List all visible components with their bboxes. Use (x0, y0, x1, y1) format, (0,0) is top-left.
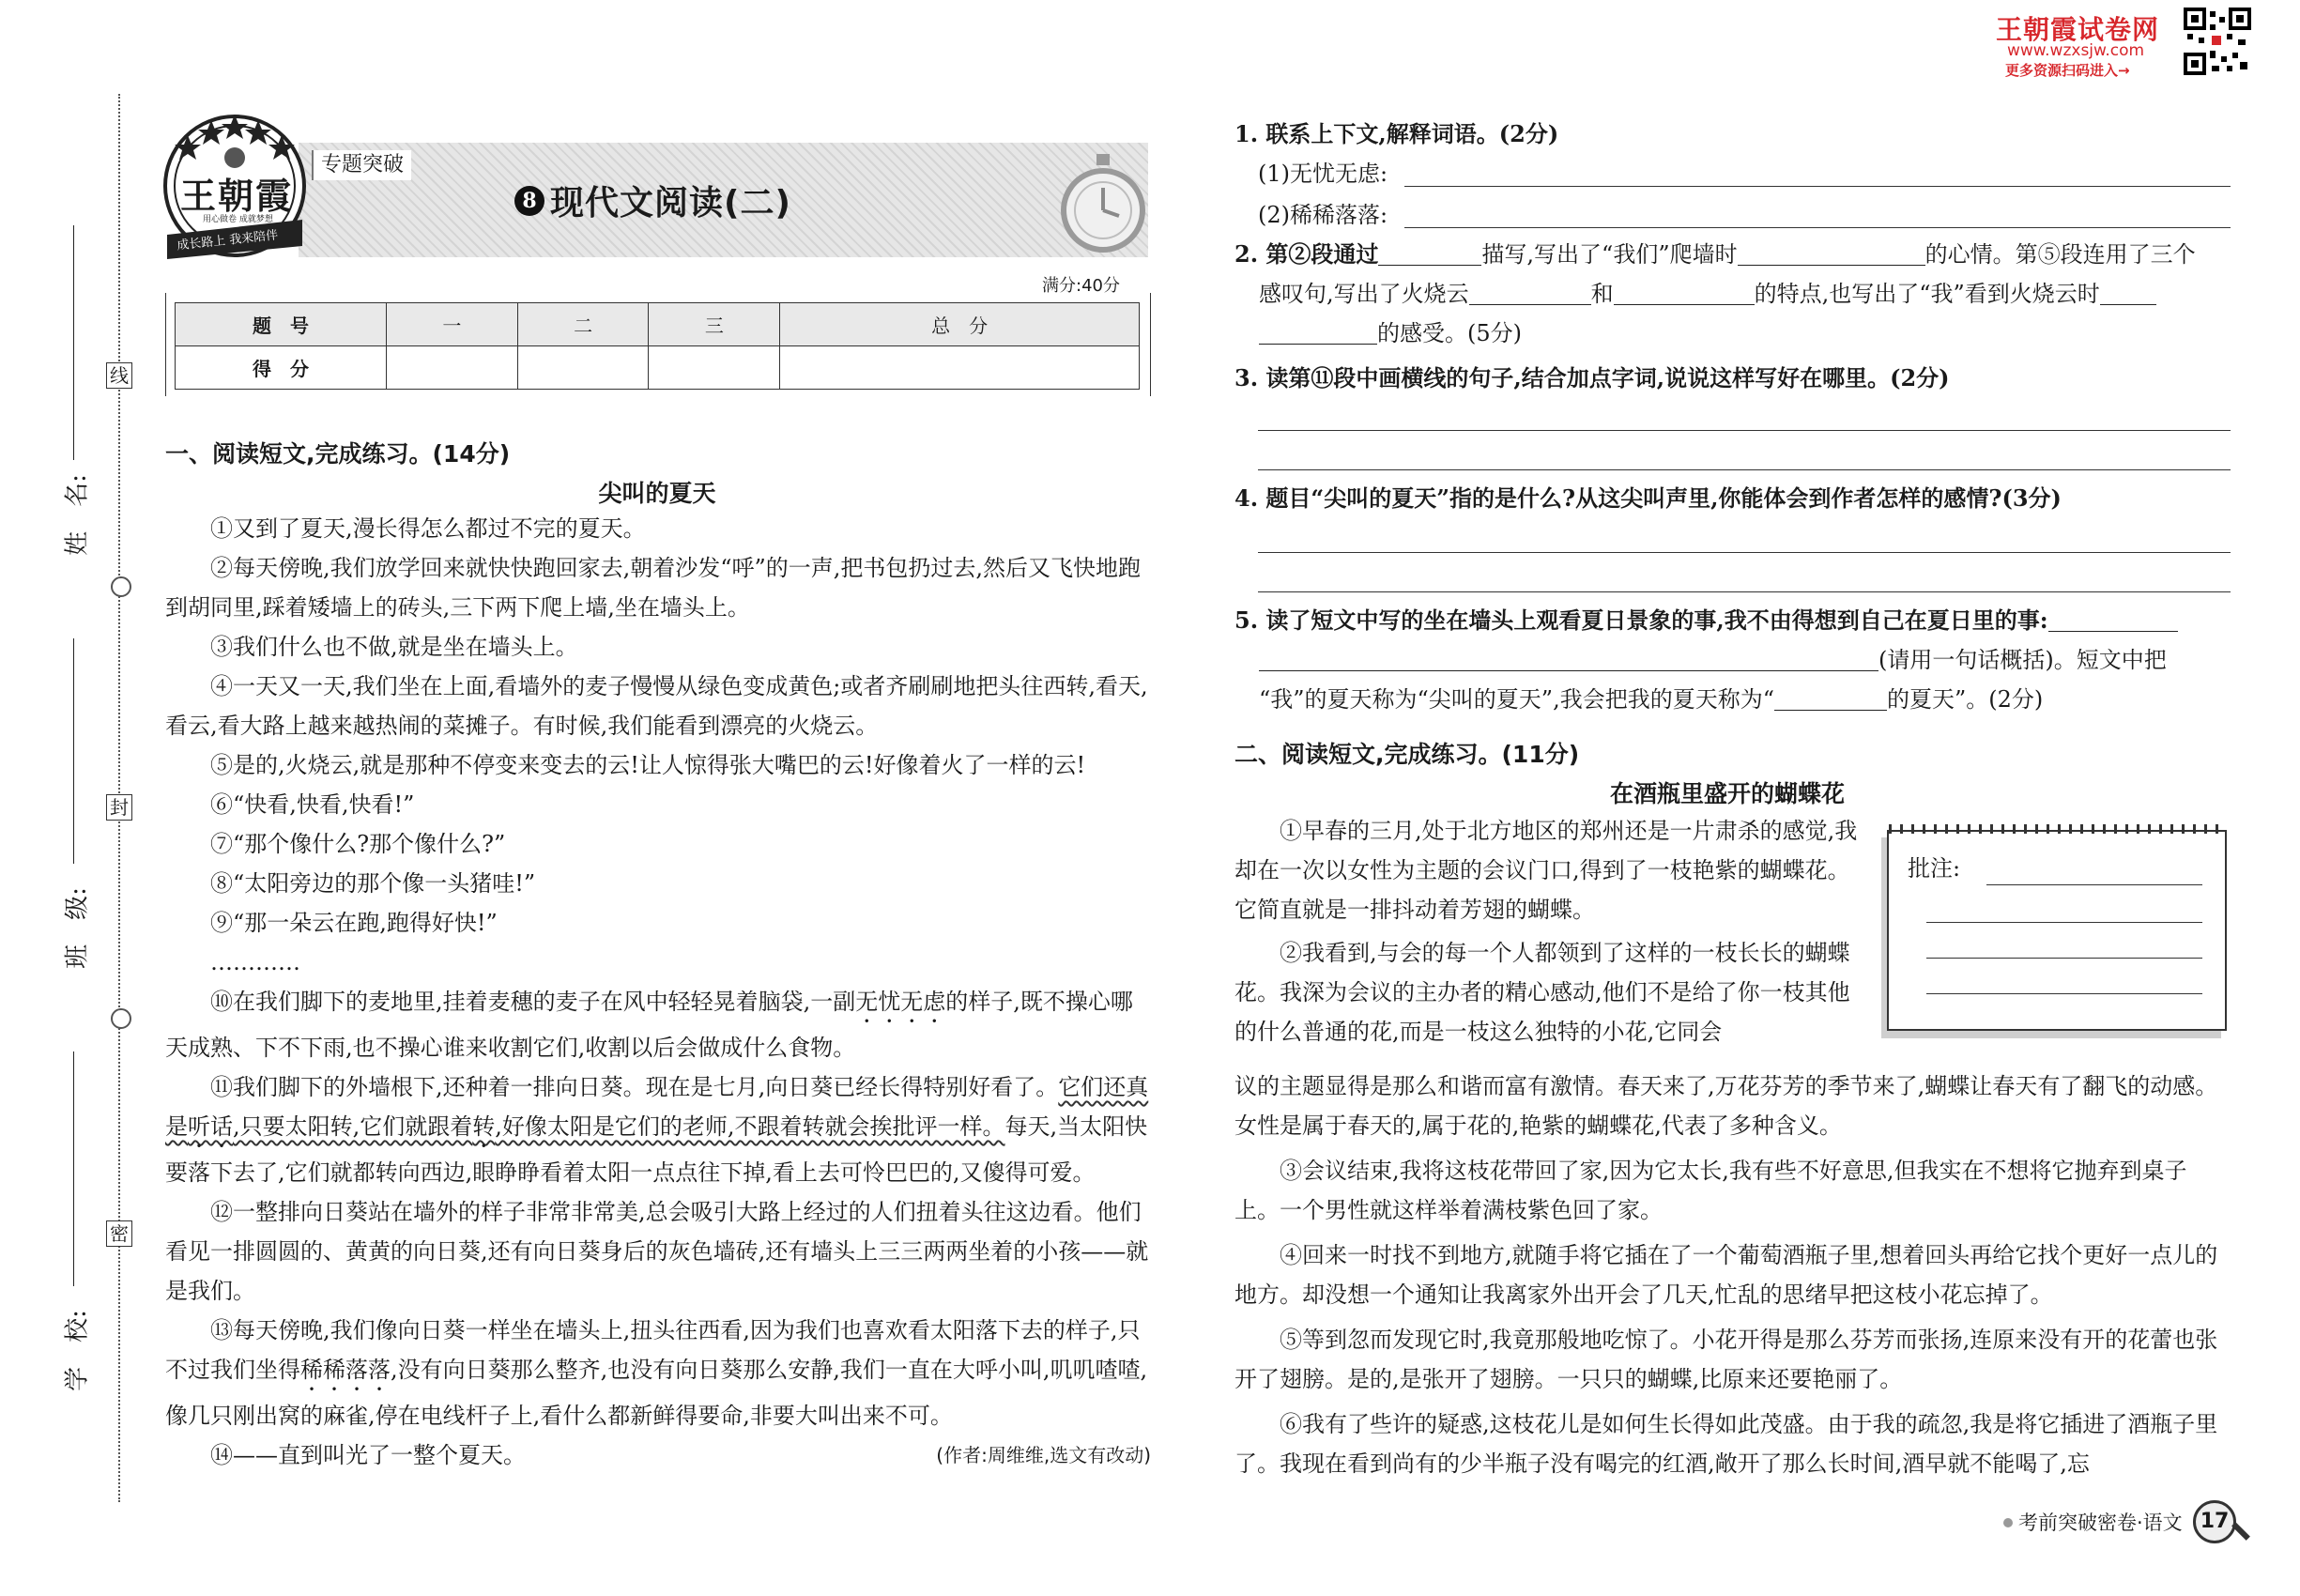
answer-line-3-2[interactable] (1258, 469, 2231, 470)
article-1-paragraph: ③我们什么也不做,就是坐在墙头上。 (210, 634, 578, 660)
class-label: 班 级: (63, 887, 92, 969)
watermark-brand: 王朝霞试卷网 (1996, 14, 2160, 45)
blank-2-3[interactable] (1469, 276, 1591, 305)
question-1 (1234, 115, 2230, 154)
score-header-3: 三 (649, 303, 780, 346)
annotation-line[interactable] (1926, 993, 2202, 994)
logo-small-text: 用心做卷 成就梦想 (203, 215, 273, 224)
article-1-paragraph: ⑬每天傍晚,我们像向日葵一样坐在墙头上,扭头往西看,因为我们也喜欢看太阳落下去的样子,只不过我们坐得稀稀落落,没有向日葵那么整齐,也没有向日葵那么安静,我们一直在大呼小叫,叽叽喳喳,像几只刚出窝的麻雀,停在电线杆子上,看什么都新鲜得要命,非要大叫出来不可。 (165, 1317, 1148, 1429)
annotation-line[interactable] (1926, 922, 2202, 923)
article-1-paragraph: ⑩在我们脚下的麦地里,挂着麦穗的麦子在风中轻轻晃着脑袋,一副无忧无虑的样子,既不操心哪天成熟、下不下雨,也不操心谁来收割它们,收割以后会做成什么食物。 (165, 989, 1133, 1061)
article-2-bottom-body (1234, 1067, 2231, 1483)
score-header-total: 总 分 (780, 303, 1140, 346)
wavy-underlined-sentence: 它们还真是听话,只要太阳转,它们就跟着转,好像太阳是它们的老师,不跟着转就会挨批评一样。 (165, 1074, 1149, 1140)
answer-line-1-1[interactable] (1404, 186, 2231, 187)
score-cell-2[interactable] (517, 346, 649, 390)
score-row-label: 得 分 (176, 346, 387, 390)
logo (160, 105, 310, 265)
article-2-paragraph: ②我看到,与会的每一个人都领到了这样的一枝长长的蝴蝶花。我深为会议的主办者的精心感动,他们不是给了你一枝其他的什么普通的花,而是一枝这么独特的小花,它同会 (1234, 940, 1850, 1045)
question-5: 5. 读了短文中写的坐在墙头上观看夏日景象的事,我不由得想到自己在夏日里的事: (请用一句话概括)。短文中把 “我”的夏天称为“尖叫的夏天”,我会把我的夏天称为“ 的夏天”。(2分) (1234, 601, 2234, 719)
school-label: 学 校: (63, 1310, 92, 1391)
answer-line-4-1[interactable] (1258, 552, 2231, 553)
header-tag: 专题突破 (312, 150, 411, 180)
answer-line-4-2[interactable] (1258, 591, 2231, 592)
article-2-paragraph: ④回来一时找不到地方,就随手将它插在了一个葡萄酒瓶子里,想着回头再给它找个更好一点儿的地方。却没想一个通知让我离家外出开会了几天,忙乱的思绪早把这枝小花忘掉了。 (1234, 1242, 2218, 1308)
article-1-source: (作者:周维维,选文有改动) (936, 1444, 1151, 1466)
question-4-text: 4. 题目“尖叫的夏天”指的是什么?从这尖叫声里,你能体会到作者怎样的感情?(3分) (1234, 484, 2062, 512)
name-label: 姓 名: (63, 474, 92, 556)
article-1-title: 尖叫的夏天 (598, 480, 716, 507)
article-1-paragraph: ①又到了夏天,漫长得怎么都过不完的夏天。 (210, 515, 646, 542)
question-1-1-label: (1)无忧无虑: (1258, 161, 1388, 187)
blank-5-1[interactable] (2048, 603, 2178, 632)
annotation-box[interactable] (1887, 830, 2227, 1031)
article-2-title: 在酒瓶里盛开的蝴蝶花 (1609, 780, 1845, 807)
score-table (175, 302, 1140, 390)
question-3-text: 3. 读第⑪段中画横线的句子,结合加点字词,说说这样写好在哪里。(2分) (1234, 364, 1950, 391)
article-1-paragraph: ⑧“太阳旁边的那个像一头猪哇!” (210, 870, 536, 897)
article-1-paragraph: ⑫一整排向日葵站在墙外的样子非常非常美,总会吸引大路上经过的人们扭着头往这边看。他们看见一排圆圆的、黄黄的向日葵,还有向日葵身后的灰色墙砖,还有墙头上三三两两坐着的小孩——就是我们。 (165, 1199, 1149, 1304)
watermark-url: www.wzxsjw.com (2007, 41, 2145, 60)
qr-code-icon[interactable] (2184, 8, 2251, 75)
score-cell-total[interactable] (780, 346, 1140, 390)
page-number: 17 (2200, 1510, 2230, 1533)
blank-2-4[interactable] (1614, 276, 1755, 305)
watermark-hint: 更多资源扫码进入→ (2005, 62, 2130, 79)
answer-line-3-1[interactable] (1258, 430, 2231, 431)
article-1-paragraph: ⑪我们脚下的外墙根下,还种着一排向日葵。现在是七月,向日葵已经长得特别好看了。它们还真是听话,只要太阳转,它们就跟着转,好像太阳是它们的老师,不跟着转就会挨批评一样。每天,当太阳快要落下去了,它们就都转向西边,眼睁睁看着太阳一点点往下掉,看上去可怜巴巴的,又傻得可爱。 (165, 1074, 1149, 1186)
article-2-paragraph: ⑤等到忽而发现它时,我竟那般地吃惊了。小花开得是那么芬芳而张扬,连原来没有开的花蕾也张开了翅膀。是的,是张开了翅膀。一只只的蝴蝶,比原来还要艳丽了。 (1234, 1327, 2218, 1392)
binding-hole-icon (111, 576, 131, 597)
score-header-1: 一 (387, 303, 518, 346)
cut-mark-seal: 封 (106, 794, 132, 821)
article-1-ellipsis: ………… (210, 949, 300, 975)
logo-name: 王朝霞 (180, 175, 294, 217)
score-header-2: 二 (517, 303, 649, 346)
cut-mark-line: 线 (106, 362, 132, 389)
article-2-paragraph: ⑥我有了些许的疑惑,这枝花儿是如何生长得如此茂盛。由于我的疏忽,我是将它插进了酒瓶子里了。我现在看到尚有的少半瓶子没有喝完的红酒,敞开了那么长时间,酒早就不能喝了,忘 (1234, 1411, 2218, 1477)
article-1-paragraph: ⑨“那一朵云在跑,跑得好快!” (210, 910, 498, 936)
blank-2-2[interactable] (1738, 237, 1925, 266)
logo-ribbon: 成长路上 我来陪伴 (176, 228, 279, 253)
annotation-label: 批注: (1908, 855, 1961, 882)
article-1-paragraph: ⑭——直到叫光了一整个夏天。 (作者:周维维,选文有改动) (165, 1435, 1151, 1475)
article-1-paragraph: ⑦“那个像什么?那个像什么?” (210, 831, 506, 857)
score-cell-1[interactable] (387, 346, 518, 390)
blank-2-6[interactable] (1259, 315, 1377, 345)
page-corner-decoration (2231, 1522, 2250, 1541)
page-number-badge (2193, 1500, 2236, 1543)
score-header-question: 题 号 (176, 303, 387, 346)
footer-dot-icon (2003, 1518, 2013, 1527)
binding-hole-icon (111, 1008, 131, 1029)
article-1-paragraph: ②每天傍晚,我们放学回来就快快跑回家去,朝着沙发“呼”的一声,把书包扔过去,然后又飞快地跑到胡同里,踩着矮墙上的砖头,三下两下爬上墙,坐在墙头上。 (165, 555, 1142, 621)
annotation-line[interactable] (1986, 884, 2202, 885)
full-score: 满分:40分 (1042, 276, 1120, 296)
section-2-title: 二、阅读短文,完成练习。(11分) (1234, 741, 1580, 768)
question-2: 2. 第②段通过 描写,写出了“我们”爬墙时 的心情。第⑤段连用了三个 感叹句,写出了火烧云 和 的特点,也写出了“我”看到火烧云时 的感受。(5分) (1234, 235, 2234, 353)
blank-5-3[interactable] (1774, 682, 1887, 711)
cut-mark-secret: 密 (106, 1220, 132, 1247)
name-field[interactable] (56, 225, 94, 563)
dotted-word: 无忧无虑 (855, 989, 946, 1015)
article-1-body (165, 509, 1151, 1475)
annotation-spiral (1889, 824, 2225, 834)
article-2-paragraph: ①早春的三月,处于北方地区的郑州还是一片肃杀的感觉,我却在一次以女性为主题的会议门口,得到了一枝艳紫的蝴蝶花。它简直就是一排抖动着芳翅的蝴蝶。 (1234, 818, 1858, 923)
page-title: 现代文阅读(二) (550, 184, 791, 223)
article-2-paragraph: 议的主题显得是那么和谐而富有激情。春天来了,万花芬芳的季节来了,蝴蝶让春天有了翻飞的动感。女性是属于春天的,属于花的,艳紫的蝴蝶花,代表了多种含义。 (1234, 1073, 2218, 1139)
school-field[interactable] (56, 1051, 94, 1408)
article-2-paragraph: ③会议结束,我将这枝花带回了家,因为它太长,我有些不好意思,但我实在不想将它抛弃到桌子上。一个男性就这样举着满枝紫色回了家。 (1234, 1158, 2187, 1223)
stopwatch-icon (1051, 150, 1155, 258)
question-1-2-label: (2)稀稀落落: (1258, 202, 1388, 228)
header-number-badge (514, 186, 544, 216)
class-field[interactable] (56, 638, 94, 976)
blank-2-5[interactable] (2100, 276, 2156, 305)
answer-line-1-2[interactable] (1404, 227, 2231, 228)
dotted-word: 稀稀落落 (300, 1357, 391, 1383)
footer-text: 考前突破密卷·语文 (2018, 1512, 2183, 1534)
annotation-line[interactable] (1926, 958, 2202, 959)
question-1-text: 1. 联系上下文,解释词语。(2分) (1234, 120, 1559, 147)
section-1-title: 一、阅读短文,完成练习。(14分) (165, 440, 511, 468)
score-cell-3[interactable] (649, 346, 780, 390)
blank-5-2[interactable] (1259, 642, 1878, 671)
article-2-top-body (1234, 811, 1863, 1051)
blank-2-1[interactable] (1378, 237, 1481, 266)
article-1-paragraph: ⑤是的,火烧云,就是那种不停变来变去的云!让人惊得张大嘴巴的云!好像着火了一样的云! (210, 752, 1086, 778)
article-1-paragraph: ④一天又一天,我们坐在上面,看墙外的麦子慢慢从绿色变成黄色;或者齐刷刷地把头往西转,看天,看云,看大路上越来越热闹的菜摊子。有时候,我们能看到漂亮的火烧云。 (165, 673, 1148, 739)
header-number: 8 (522, 189, 537, 213)
article-1-paragraph: ⑥“快看,快看,快看!” (210, 791, 415, 818)
